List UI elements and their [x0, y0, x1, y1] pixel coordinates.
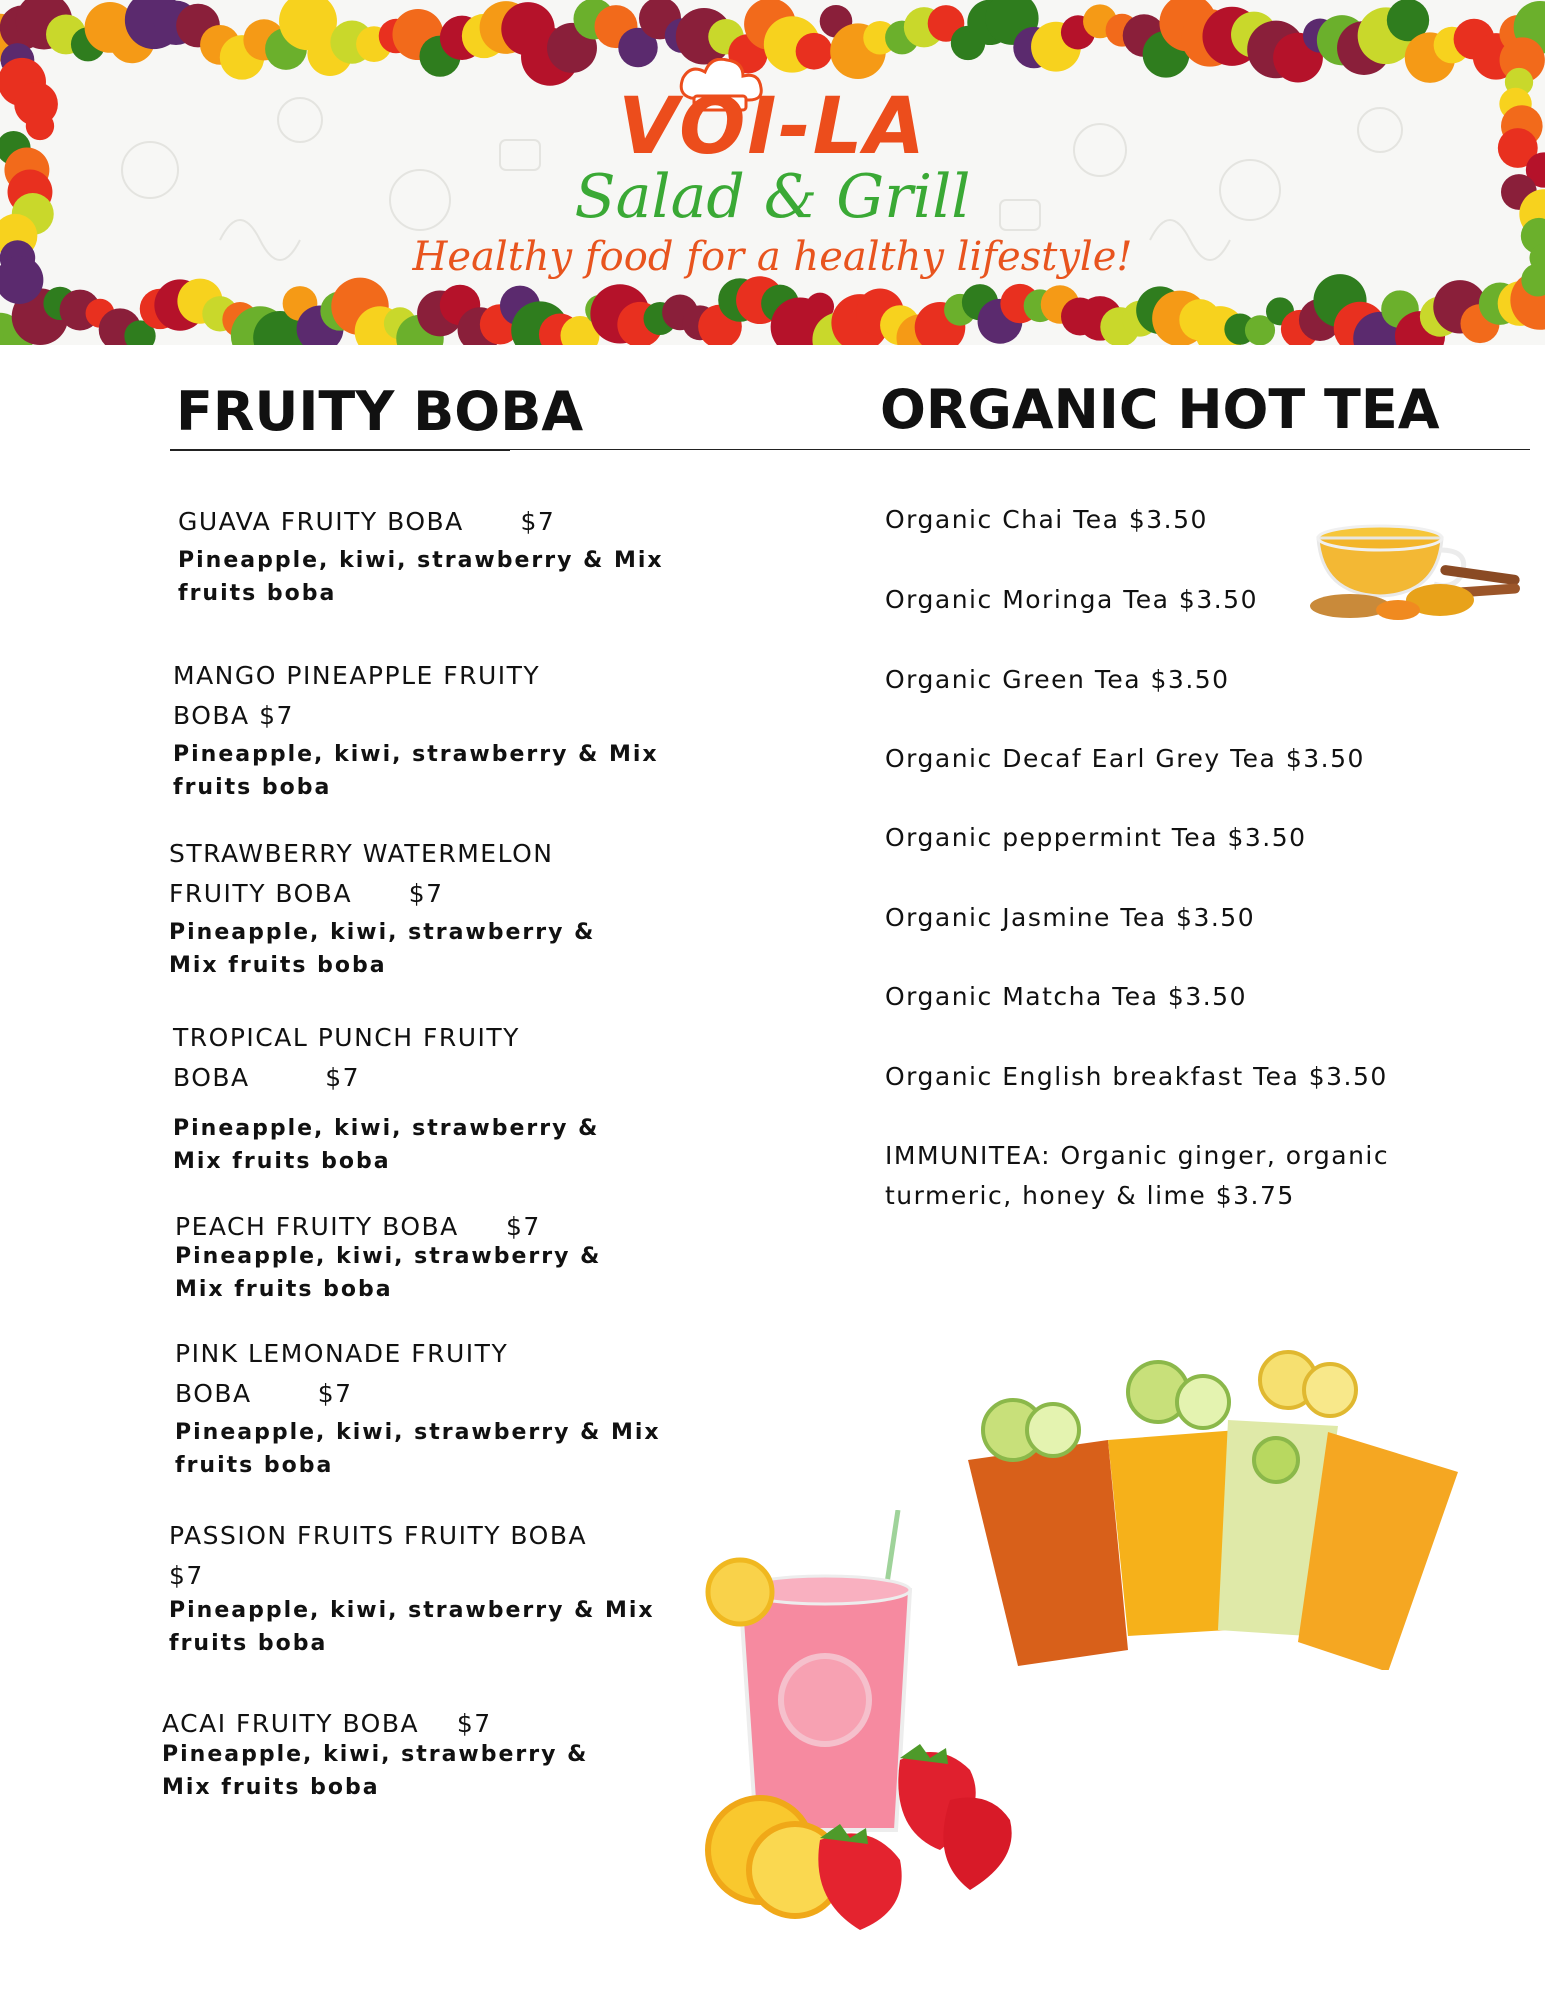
tea-item-english-breakfast: Organic English breakfast Tea $3.50 [885, 1062, 1388, 1091]
fruity-boba-underline [170, 449, 510, 451]
tea-item-jasmine: Organic Jasmine Tea $3.50 [885, 903, 1256, 932]
boba-item-title: PINK LEMONADE FRUITY BOBA $7 [175, 1339, 518, 1408]
section-divider-line [510, 449, 1530, 450]
boba-item-passion-fruits [169, 1516, 709, 1660]
brand-tagline: Healthy food for a healthy lifestyle! [412, 234, 1133, 280]
tea-item-moringa: Organic Moringa Tea $3.50 [885, 585, 1258, 614]
tea-item-immunitea: IMMUNITEA: Organic ginger, organic turmeric, honey & lime $3.75 [885, 1141, 1390, 1210]
header-banner [0, 0, 1545, 345]
organic-hot-tea-heading: ORGANIC HOT TEA [880, 378, 1440, 441]
boba-item-title: MANGO PINEAPPLE FRUITY BOBA $7 [173, 661, 550, 730]
boba-item-desc: Pineapple, kiwi, strawberry & Mix fruits boba [162, 1742, 589, 1800]
brand-subtitle: Salad & Grill [574, 162, 971, 232]
boba-item-desc: Pineapple, kiwi, strawberry & Mix fruits boba [169, 920, 596, 978]
boba-item-desc: Pineapple, kiwi, strawberry & Mix fruits boba [169, 1598, 655, 1656]
boba-item-title: ACAI FRUITY BOBA $7 [162, 1709, 492, 1738]
boba-item-tropical-punch [173, 1018, 633, 1178]
boba-item-desc: Pineapple, kiwi, strawberry & Mix fruits boba [178, 548, 664, 606]
tea-item-matcha: Organic Matcha Tea $3.50 [885, 982, 1247, 1011]
tea-item-peppermint: Organic peppermint Tea $3.50 [885, 823, 1307, 852]
lemonade-strawberry-illustration [700, 1510, 1050, 1940]
boba-item-title: PEACH FRUITY BOBA $7 [175, 1212, 541, 1241]
boba-item-title: PASSION FRUITS FRUITY BOBA $7 [169, 1521, 635, 1590]
boba-item-desc: Pineapple, kiwi, strawberry & Mix fruits boba [175, 1420, 661, 1478]
boba-item-guava [178, 502, 718, 610]
boba-item-peach [175, 1210, 635, 1306]
boba-item-mango-pineapple [173, 656, 713, 804]
tea-cup-illustration [1290, 470, 1530, 630]
boba-item-desc: Pineapple, kiwi, strawberry & Mix fruits boba [175, 1244, 602, 1302]
boba-item-pink-lemonade [175, 1334, 715, 1482]
boba-item-desc: Pineapple, kiwi, strawberry & Mix fruits boba [173, 742, 659, 800]
brand-name: VOI-LA [618, 82, 927, 172]
boba-item-title: TROPICAL PUNCH FRUITY BOBA $7 [173, 1023, 530, 1092]
boba-item-strawberry-watermelon [169, 834, 629, 982]
boba-item-acai [162, 1708, 622, 1804]
tea-item-green: Organic Green Tea $3.50 [885, 665, 1230, 694]
tea-item-decaf-earl-grey: Organic Decaf Earl Grey Tea $3.50 [885, 744, 1365, 773]
fruity-boba-heading: FRUITY BOBA [176, 380, 584, 443]
boba-item-title: GUAVA FRUITY BOBA $7 [178, 507, 556, 536]
tea-item-chai: Organic Chai Tea $3.50 [885, 505, 1208, 534]
boba-item-desc: Pineapple, kiwi, strawberry & Mix fruits boba [173, 1116, 600, 1174]
boba-item-title: STRAWBERRY WATERMELON FRUITY BOBA $7 [169, 839, 563, 908]
